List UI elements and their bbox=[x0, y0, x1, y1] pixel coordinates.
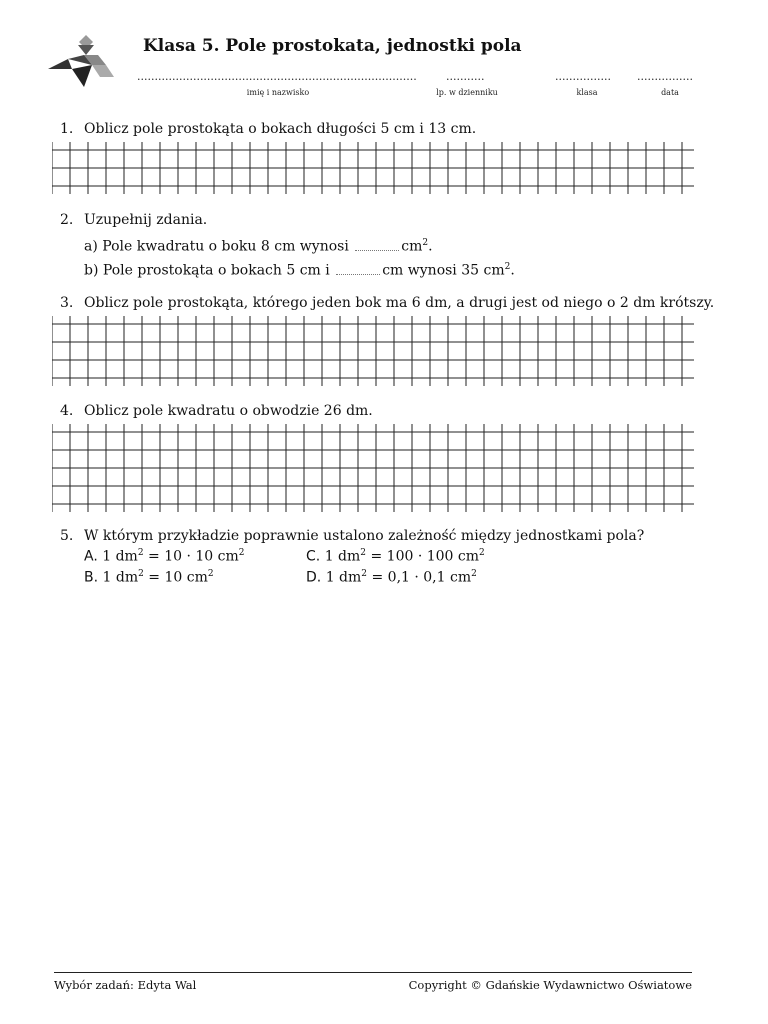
task-2b-text: b) Pole prostokąta o bokach 5 cm i bbox=[84, 262, 330, 279]
option-c[interactable] bbox=[306, 548, 485, 565]
worksheet-title: Klasa 5. Pole prostokata, jednostki pola bbox=[143, 36, 522, 56]
task-1-text: Oblicz pole prostokąta o bokach długości 5 cm i 13 cm. bbox=[84, 121, 477, 137]
option-b-lhs: 1 dm bbox=[102, 569, 139, 586]
option-d[interactable] bbox=[306, 569, 477, 586]
option-d-lhs-exp: 2 bbox=[361, 569, 368, 579]
option-b-label: B. bbox=[84, 569, 99, 586]
date-field-label: data bbox=[661, 88, 679, 97]
task-2 bbox=[60, 212, 207, 228]
task-4 bbox=[60, 403, 373, 419]
task-4-number: 4. bbox=[60, 403, 74, 419]
footer-author: Wybór zadań: Edyta Wal bbox=[54, 978, 197, 992]
task-1 bbox=[60, 121, 476, 137]
option-a-rhs-exp: 2 bbox=[238, 548, 245, 558]
footer-copyright: Copyright © Gdańskie Wydawnictwo Oświatowe bbox=[408, 978, 692, 992]
task-2a-text: a) Pole kwadratu o boku 8 cm wynosi bbox=[84, 238, 349, 255]
grid-task1[interactable] bbox=[52, 142, 694, 194]
option-c-lhs: 1 dm bbox=[324, 548, 361, 565]
option-c-label: C. bbox=[306, 548, 321, 565]
option-d-rhs-exp: 2 bbox=[471, 569, 477, 579]
option-d-label: D. bbox=[306, 569, 322, 586]
task-2a-unit: cm bbox=[401, 238, 423, 255]
option-b-rhs: = 10 cm bbox=[143, 569, 208, 586]
task-2-number: 2. bbox=[60, 212, 74, 228]
number-field-dots[interactable]: ........... bbox=[446, 70, 485, 83]
name-field-label: imię i nazwisko bbox=[246, 88, 310, 97]
grid-task3[interactable] bbox=[52, 316, 694, 386]
task-1-number: 1. bbox=[60, 121, 74, 137]
option-d-lhs: 1 dm bbox=[325, 569, 362, 586]
class-field-dots[interactable]: ................ bbox=[555, 70, 611, 83]
grid-task4[interactable] bbox=[52, 424, 694, 512]
task-5-number: 5. bbox=[60, 528, 74, 544]
option-d-rhs: = 0,1 · 0,1 cm bbox=[367, 569, 472, 586]
task-2b bbox=[84, 262, 515, 279]
option-b[interactable] bbox=[84, 569, 214, 586]
task-2b-exp: 2 bbox=[504, 262, 511, 272]
task-4-text: Oblicz pole kwadratu o obwodzie 26 dm. bbox=[84, 403, 373, 419]
tangram-logo bbox=[48, 33, 116, 89]
task-3-number: 3. bbox=[60, 295, 74, 311]
name-field-dots[interactable]: ................................................................................ bbox=[137, 70, 417, 83]
option-b-rhs-exp: 2 bbox=[207, 569, 214, 579]
date-field-dots[interactable]: ................ bbox=[637, 70, 693, 83]
option-a-rhs: = 10 · 10 cm bbox=[143, 548, 239, 565]
option-c-rhs-exp: 2 bbox=[479, 548, 485, 558]
footer-divider bbox=[54, 972, 692, 973]
option-a-lhs: 1 dm bbox=[102, 548, 138, 565]
option-a-label: A. bbox=[84, 548, 98, 565]
option-a[interactable] bbox=[84, 548, 245, 565]
number-field-label: lp. w dzienniku bbox=[436, 88, 498, 97]
option-c-lhs-exp: 2 bbox=[360, 548, 367, 558]
task-2b-mid: cm wynosi 35 cm bbox=[382, 262, 505, 279]
option-a-lhs-exp: 2 bbox=[137, 548, 144, 558]
task-2b-blank[interactable] bbox=[336, 266, 380, 275]
option-b-lhs-exp: 2 bbox=[138, 569, 144, 579]
option-c-rhs: = 100 · 100 cm bbox=[366, 548, 480, 565]
task-2a-end: . bbox=[428, 238, 433, 255]
task-2a bbox=[84, 238, 433, 255]
task-5-text: W którym przykładzie poprawnie ustalono zależność między jednostkami pola? bbox=[84, 528, 645, 544]
task-2-text: Uzupełnij zdania. bbox=[84, 212, 208, 228]
task-2a-blank[interactable] bbox=[355, 242, 399, 251]
task-5 bbox=[60, 528, 644, 544]
task-2b-end: . bbox=[510, 262, 515, 279]
class-field-label: klasa bbox=[576, 88, 598, 97]
task-3 bbox=[60, 295, 714, 311]
task-3-text: Oblicz pole prostokąta, którego jeden bok ma 6 dm, a drugi jest od niego o 2 dm krótszy. bbox=[84, 295, 715, 311]
task-2a-exp: 2 bbox=[422, 238, 429, 248]
